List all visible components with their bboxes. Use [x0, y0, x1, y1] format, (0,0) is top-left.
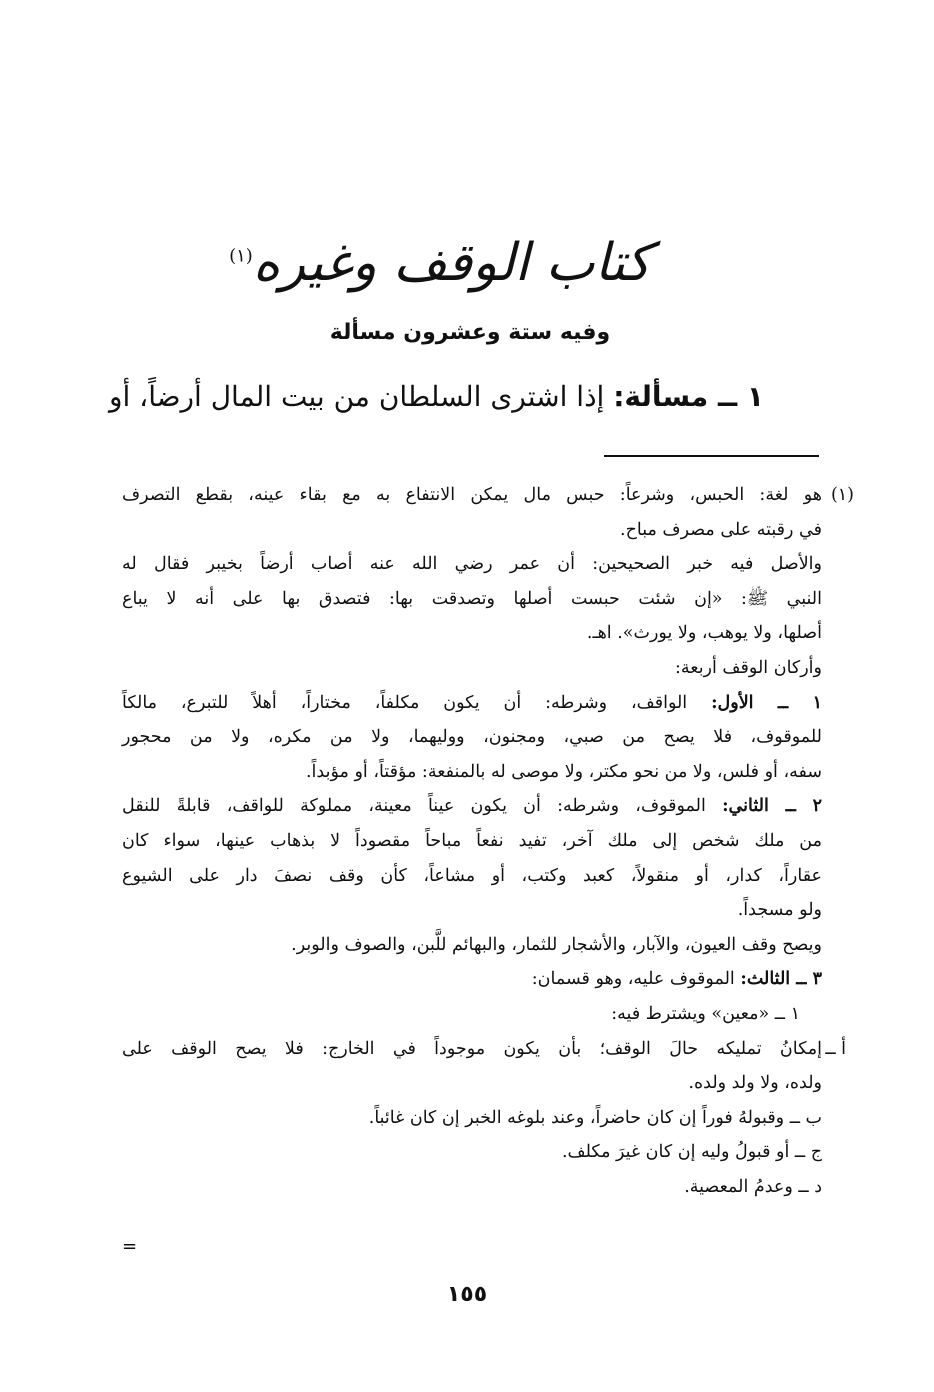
condition-alif-line: ولده، ولا ولد ولده.	[688, 1073, 822, 1094]
second-pillar-line: ٢ ــ الثاني: الموقوف، وشرطه: أن يكون عيناً معينة، مملوكة للواقف، قابلةً للنقل	[122, 796, 822, 817]
chapter-title	[180, 232, 700, 294]
first-pillar-line: سفه، أو فلس، ولا من نحو مكتر، ولا موصى له بالمنفعة: مؤقتاً، أو مؤبداً.	[305, 761, 822, 782]
second-pillar-line: ولو مسجداً.	[737, 900, 822, 921]
footnote-line: والأصل فيه خبر الصحيحين: أن عمر رضي الله عنه أصاب أرضاً بخيبر فقال له	[122, 554, 822, 575]
second-pillar-label: ٢ ــ الثاني:	[722, 796, 822, 817]
third-pillar-line: ٣ ــ الثالث: الموقوف عليه، وهو قسمان:	[531, 969, 822, 990]
continuation-mark: =	[122, 1236, 138, 1257]
footnote-line: وأركان الوقف أربعة:	[674, 657, 822, 678]
footnote-separator	[604, 455, 819, 457]
footnote-line: في رقبته على مصرف مباح.	[620, 519, 822, 540]
condition-item: د ــ وعدمُ المعصية.	[684, 1176, 822, 1197]
issue-number-label: ١ ــ مسألة:	[613, 380, 764, 413]
condition-alif-line: أ ــ إمكانُ تمليكه حالَ الوقف؛ بأن يكون موجوداً في الخارج: فلا يصح الوقف على	[122, 1032, 822, 1067]
footnote-line: (١) هو لغة: الحبس، وشرعاً: حبس مال يمكن الانتفاع به مع بقاء عينه، بقطع التصرف	[122, 478, 822, 513]
footnotes	[122, 478, 854, 1204]
issue-heading	[108, 380, 764, 413]
second-pillar-line: ويصح وقف العيون، والآبار، والأشجار للثمار، والبهائم للَّبن، والصوف والوبر.	[291, 934, 822, 955]
condition-item: ج ــ أو قبولُ وليه إن كان غيرَ مكلف.	[561, 1142, 822, 1163]
chapter-subtitle: وفيه ستة وعشرون مسألة	[329, 320, 611, 345]
issue-text: إذا اشترى السلطان من بيت المال أرضاً، أو	[108, 380, 605, 413]
second-pillar-line: من ملك شخص إلى ملك آخر، تفيد نفعاً مباحاً مقصوداً لا بذهاب عينها، سواء كان	[122, 830, 822, 851]
condition-alif-label: أ ــ	[825, 1038, 846, 1059]
second-pillar-line: عقاراً، كدار، أو منقولاً، كعبد وكتب، أو مشاعاً، كأن وقف نصفَ دار على الشيوع	[122, 865, 822, 886]
page-number: ١٥٥	[446, 1282, 488, 1307]
third-pillar-label: ٣ ــ الثالث:	[740, 969, 822, 990]
first-pillar-line: ١ ــ الأول: الواقف، وشرطه: أن يكون مكلفاً، مختاراً، أهلاً للتبرع، مالكاً	[122, 692, 822, 713]
footnote-line: النبي ﷺ: «إن شئت حبست أصلها وتصدقت بها: فتصدق بها على أنه لا يباع	[122, 588, 822, 609]
first-pillar-line: للموقوف، فلا يصح من صبي، ومجنون، ووليهما، ولا من مكره، ولا من محجور	[122, 727, 822, 748]
first-pillar-label: ١ ــ الأول:	[711, 692, 822, 713]
chapter-title-text: كتاب الوقف وغيره	[252, 233, 651, 293]
third-pillar-subheading: ١ ــ «معين» ويشترط فيه:	[611, 1003, 800, 1024]
chapter-title-footnote-ref: (١)	[229, 245, 253, 267]
condition-item: ب ــ وقبولهُ فوراً إن كان حاضراً، وعند بلوغه الخبر إن كان غائباً.	[368, 1107, 822, 1128]
footnote-marker: (١)	[830, 485, 854, 505]
footnote-line: أصلها، ولا يوهب، ولا يورث». اهـ.	[586, 623, 822, 644]
